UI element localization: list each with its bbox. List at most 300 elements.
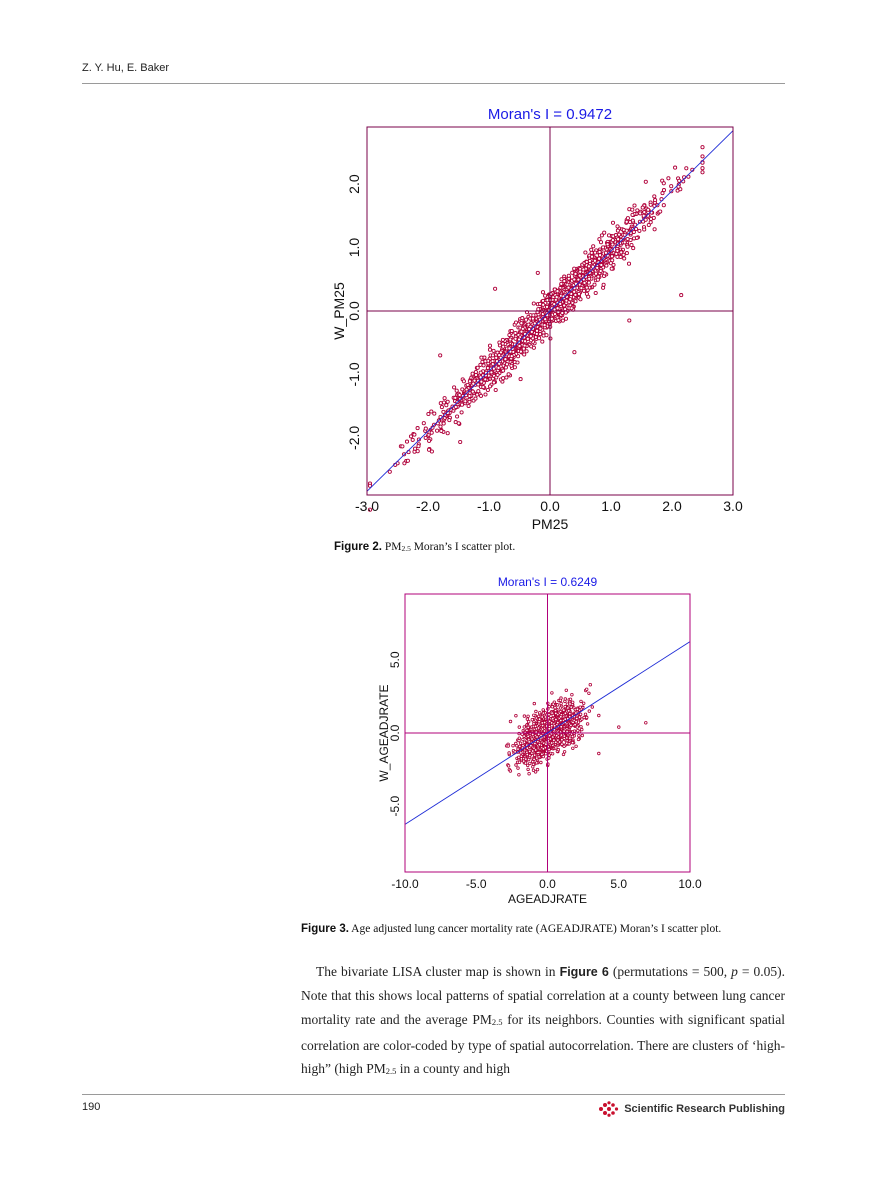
data-point xyxy=(533,754,536,757)
data-point xyxy=(583,281,586,284)
data-point xyxy=(605,264,608,267)
data-point xyxy=(674,166,677,169)
data-point xyxy=(578,716,581,719)
data-point xyxy=(554,706,557,709)
data-point xyxy=(653,195,656,198)
data-point xyxy=(551,692,554,695)
data-point xyxy=(496,373,499,376)
data-point xyxy=(529,335,532,338)
data-point xyxy=(616,229,619,232)
figure-2-plot xyxy=(330,100,760,540)
data-point xyxy=(548,754,551,757)
data-point xyxy=(433,412,436,415)
data-point xyxy=(612,263,615,266)
data-point xyxy=(560,282,563,285)
data-point xyxy=(520,322,523,325)
data-point xyxy=(461,388,464,391)
data-point xyxy=(550,742,553,745)
data-point xyxy=(518,739,521,742)
data-point xyxy=(522,738,525,741)
data-point xyxy=(536,271,539,274)
data-point xyxy=(498,354,501,357)
data-point xyxy=(531,317,534,320)
data-point xyxy=(591,706,594,709)
y-tick-label: 2.0 xyxy=(346,174,362,194)
data-point xyxy=(492,381,495,384)
data-point xyxy=(488,385,491,388)
data-point xyxy=(580,726,583,729)
data-point xyxy=(539,327,542,330)
data-point xyxy=(659,210,662,213)
data-point xyxy=(474,397,477,400)
data-point xyxy=(508,752,511,755)
data-point xyxy=(649,203,652,206)
data-point xyxy=(484,360,487,363)
figure-6-reference: Figure 6 xyxy=(559,965,609,979)
data-point xyxy=(680,294,683,297)
data-point xyxy=(515,764,518,767)
figure-2-label: Figure 2. xyxy=(334,541,382,553)
x-tick-label: 0.0 xyxy=(540,498,560,514)
y-tick-label: 1.0 xyxy=(346,237,362,258)
data-point xyxy=(541,724,544,727)
scatter-points xyxy=(368,146,704,512)
data-point xyxy=(638,229,641,232)
data-point xyxy=(587,265,590,268)
data-point xyxy=(456,415,459,418)
data-point xyxy=(571,735,574,738)
data-point xyxy=(574,272,577,275)
data-point xyxy=(532,766,535,769)
data-point xyxy=(514,331,517,334)
data-point xyxy=(559,302,562,305)
data-point xyxy=(618,726,621,729)
data-point xyxy=(523,741,526,744)
figure-3-plot xyxy=(370,572,720,917)
data-point xyxy=(497,366,500,369)
data-point xyxy=(639,212,642,215)
data-point xyxy=(662,189,665,192)
data-point xyxy=(545,743,548,746)
data-point xyxy=(513,366,516,369)
data-point xyxy=(510,364,513,367)
data-point xyxy=(623,241,626,244)
data-point xyxy=(537,727,540,730)
data-point xyxy=(532,302,535,305)
data-point xyxy=(619,255,622,258)
data-point xyxy=(569,298,572,301)
data-point xyxy=(430,450,433,453)
data-point xyxy=(574,293,577,296)
data-point xyxy=(517,767,520,770)
data-point xyxy=(538,718,541,721)
data-point xyxy=(644,180,647,183)
data-point xyxy=(542,709,545,712)
data-point xyxy=(531,750,534,753)
data-point xyxy=(430,410,433,413)
data-point xyxy=(476,366,479,369)
data-point xyxy=(579,713,582,716)
data-point xyxy=(593,259,596,262)
x-tick-label: -5.0 xyxy=(465,877,487,891)
data-point xyxy=(507,373,510,376)
data-point xyxy=(534,771,537,774)
data-point xyxy=(607,234,610,237)
data-point xyxy=(572,721,575,724)
moran-scatter-ageadjrate xyxy=(370,572,720,917)
y-tick-label: 0.0 xyxy=(346,301,362,321)
data-point xyxy=(538,712,541,715)
data-point xyxy=(509,770,512,773)
data-point xyxy=(548,748,551,751)
data-point xyxy=(575,745,578,748)
data-point xyxy=(569,712,572,715)
data-point xyxy=(527,726,530,729)
data-point xyxy=(556,704,559,707)
data-point xyxy=(555,718,558,721)
data-point xyxy=(599,241,602,244)
data-point xyxy=(502,377,505,380)
data-point xyxy=(562,753,565,756)
data-point xyxy=(439,402,442,405)
data-point xyxy=(545,305,548,308)
data-point xyxy=(563,735,566,738)
data-point xyxy=(535,710,538,713)
data-point xyxy=(625,220,628,223)
data-point xyxy=(538,337,541,340)
figure-3-label: Figure 3. xyxy=(301,923,349,935)
data-point xyxy=(520,330,523,333)
data-point xyxy=(582,289,585,292)
data-point xyxy=(590,251,593,254)
data-point xyxy=(504,358,507,361)
data-point xyxy=(563,709,566,712)
data-point xyxy=(532,314,535,317)
data-point xyxy=(514,321,517,324)
data-point xyxy=(571,693,574,696)
data-point xyxy=(518,726,521,729)
data-point xyxy=(541,753,544,756)
data-point xyxy=(525,318,528,321)
data-point xyxy=(507,765,510,768)
data-point xyxy=(527,735,530,738)
data-point xyxy=(557,721,560,724)
data-point xyxy=(428,439,431,442)
data-point xyxy=(594,251,597,254)
data-point xyxy=(523,715,526,718)
data-point xyxy=(565,689,568,692)
data-point xyxy=(528,750,531,753)
data-point xyxy=(569,737,572,740)
data-point xyxy=(647,208,650,211)
data-point xyxy=(553,739,556,742)
data-point xyxy=(479,363,482,366)
data-point xyxy=(424,436,427,439)
data-point xyxy=(440,429,443,432)
data-point xyxy=(531,733,534,736)
data-point xyxy=(519,378,522,381)
data-point xyxy=(480,356,483,359)
x-tick-label: -3.0 xyxy=(354,498,380,514)
data-point xyxy=(598,752,601,755)
x-tick-label: 1.0 xyxy=(601,498,621,514)
scatter-points xyxy=(505,683,647,776)
data-point xyxy=(512,744,515,747)
figure-3-caption-text: Age adjusted lung cancer mortality rate (AGEADJRATE) Moran’s I scatter plot. xyxy=(348,923,722,935)
data-point xyxy=(555,712,558,715)
data-point xyxy=(509,720,512,723)
data-point xyxy=(577,738,580,741)
data-point xyxy=(518,761,521,764)
data-point xyxy=(536,768,539,771)
data-point xyxy=(531,760,534,763)
data-point xyxy=(476,393,479,396)
data-point xyxy=(636,209,639,212)
data-point xyxy=(527,758,530,761)
data-point xyxy=(510,355,513,358)
x-tick-label: 0.0 xyxy=(539,877,556,891)
data-point xyxy=(505,376,508,379)
data-point xyxy=(467,404,470,407)
data-point xyxy=(482,364,485,367)
data-point xyxy=(533,702,536,705)
data-point xyxy=(552,703,555,706)
data-point xyxy=(436,429,439,432)
data-point xyxy=(526,747,529,750)
y-tick-label: -5.0 xyxy=(388,795,402,817)
data-point xyxy=(653,228,656,231)
data-point xyxy=(553,725,556,728)
data-point xyxy=(416,427,419,430)
data-point xyxy=(468,400,471,403)
data-point xyxy=(472,382,475,385)
data-point xyxy=(603,272,606,275)
data-point xyxy=(561,319,564,322)
data-point xyxy=(501,342,504,345)
data-point xyxy=(537,308,540,311)
data-point xyxy=(457,422,460,425)
figure-2-caption xyxy=(334,541,515,553)
data-point xyxy=(573,278,576,281)
data-point xyxy=(540,761,543,764)
data-point xyxy=(588,259,591,262)
y-tick-label: 5.0 xyxy=(388,651,402,669)
data-point xyxy=(536,757,539,760)
footer-rule xyxy=(82,1094,785,1095)
data-point xyxy=(643,228,646,231)
data-point xyxy=(625,252,628,255)
data-point xyxy=(570,706,573,709)
data-point xyxy=(627,262,630,265)
x-tick-label: 5.0 xyxy=(610,877,628,891)
data-point xyxy=(521,317,524,320)
data-point xyxy=(564,718,567,721)
x-tick-labels xyxy=(355,498,743,514)
data-point xyxy=(533,714,536,717)
data-point xyxy=(440,406,443,409)
data-point xyxy=(579,298,582,301)
data-point xyxy=(498,341,501,344)
data-point xyxy=(531,738,534,741)
x-axis-label: AGEADJRATE xyxy=(507,892,588,906)
data-point xyxy=(544,294,547,297)
srp-logo-icon xyxy=(597,1101,619,1117)
data-point xyxy=(518,756,521,759)
data-point xyxy=(446,400,449,403)
data-point xyxy=(471,390,474,393)
data-point xyxy=(417,445,420,448)
data-point xyxy=(519,742,522,745)
data-point xyxy=(560,702,563,705)
data-point xyxy=(492,349,495,352)
figure-3-caption xyxy=(301,923,721,935)
data-point xyxy=(508,333,511,336)
data-point xyxy=(569,698,572,701)
data-point xyxy=(542,748,545,751)
data-point xyxy=(502,369,505,372)
data-point xyxy=(701,146,704,149)
data-point xyxy=(403,462,406,465)
data-point xyxy=(641,206,644,209)
x-tick-label: 3.0 xyxy=(723,498,743,514)
data-point xyxy=(616,255,619,258)
data-point xyxy=(577,292,580,295)
data-point xyxy=(460,411,463,414)
data-point xyxy=(575,720,578,723)
data-point xyxy=(580,287,583,290)
data-point xyxy=(548,720,551,723)
data-point xyxy=(527,715,530,718)
data-point xyxy=(543,324,546,327)
data-point xyxy=(529,754,532,757)
data-point xyxy=(577,729,580,732)
data-point xyxy=(518,344,521,347)
data-point xyxy=(573,351,576,354)
data-point xyxy=(645,722,648,725)
data-point xyxy=(630,243,633,246)
data-point xyxy=(644,218,647,221)
data-point xyxy=(631,213,634,216)
data-point xyxy=(701,171,704,174)
data-point xyxy=(564,705,567,708)
data-point xyxy=(563,751,566,754)
data-point xyxy=(491,354,494,357)
data-point xyxy=(401,445,404,448)
y-axis-label: W_PM25 xyxy=(331,282,347,340)
data-point xyxy=(568,743,571,746)
data-point xyxy=(518,774,521,777)
data-point xyxy=(584,251,587,254)
data-point xyxy=(576,717,579,720)
running-header-authors: Z. Y. Hu, E. Baker xyxy=(82,62,170,74)
data-point xyxy=(443,397,446,400)
data-point xyxy=(528,741,531,744)
data-point xyxy=(561,738,564,741)
data-point xyxy=(557,748,560,751)
data-point xyxy=(632,247,635,250)
x-tick-label: -1.0 xyxy=(476,498,502,514)
y-axis-label: W_AGEADJRATE xyxy=(377,684,391,782)
data-point xyxy=(556,307,559,310)
data-point xyxy=(519,350,522,353)
data-point xyxy=(571,701,574,704)
data-point xyxy=(559,699,562,702)
data-point xyxy=(626,217,629,220)
data-point xyxy=(548,727,551,730)
data-point xyxy=(610,267,613,270)
data-point xyxy=(578,274,581,277)
data-point xyxy=(631,208,634,211)
data-point xyxy=(539,302,542,305)
data-point xyxy=(484,393,487,396)
data-point xyxy=(462,380,465,383)
data-point xyxy=(544,318,547,321)
data-point xyxy=(480,380,483,383)
data-point xyxy=(455,389,458,392)
data-point xyxy=(617,238,620,241)
header-rule xyxy=(82,83,785,84)
data-point xyxy=(454,405,457,408)
data-point xyxy=(474,373,477,376)
data-point xyxy=(524,340,527,343)
data-point xyxy=(522,347,525,350)
data-point xyxy=(566,703,569,706)
data-point xyxy=(563,730,566,733)
data-point xyxy=(662,182,665,185)
data-point xyxy=(488,348,491,351)
moran-scatter-pm25 xyxy=(330,100,760,540)
data-point xyxy=(523,726,526,729)
data-point xyxy=(530,330,533,333)
data-point xyxy=(574,723,577,726)
data-point xyxy=(567,274,570,277)
data-point xyxy=(534,742,537,745)
data-point xyxy=(532,346,535,349)
data-point xyxy=(482,386,485,389)
data-point xyxy=(685,167,688,170)
data-point xyxy=(581,734,584,737)
data-point xyxy=(606,243,609,246)
data-point xyxy=(654,199,657,202)
data-point xyxy=(466,383,469,386)
data-point xyxy=(545,334,548,337)
data-point xyxy=(495,356,498,359)
data-point xyxy=(593,283,596,286)
data-point xyxy=(439,354,442,357)
data-point xyxy=(406,459,409,462)
data-point xyxy=(598,250,601,253)
data-point xyxy=(571,741,574,744)
data-point xyxy=(459,440,462,443)
data-point xyxy=(555,296,558,299)
data-point xyxy=(530,745,533,748)
data-point xyxy=(531,718,534,721)
data-point xyxy=(516,361,519,364)
data-point xyxy=(553,313,556,316)
data-point xyxy=(589,683,592,686)
data-point xyxy=(561,311,564,314)
data-point xyxy=(427,412,430,415)
x-tick-label: -2.0 xyxy=(415,498,441,514)
y-tick-label: 0.0 xyxy=(388,724,402,742)
data-point xyxy=(588,710,591,713)
data-point xyxy=(592,245,595,248)
data-point xyxy=(628,319,631,322)
data-point xyxy=(701,167,704,170)
data-point xyxy=(626,237,629,240)
data-point xyxy=(526,718,529,721)
data-point xyxy=(550,317,553,320)
